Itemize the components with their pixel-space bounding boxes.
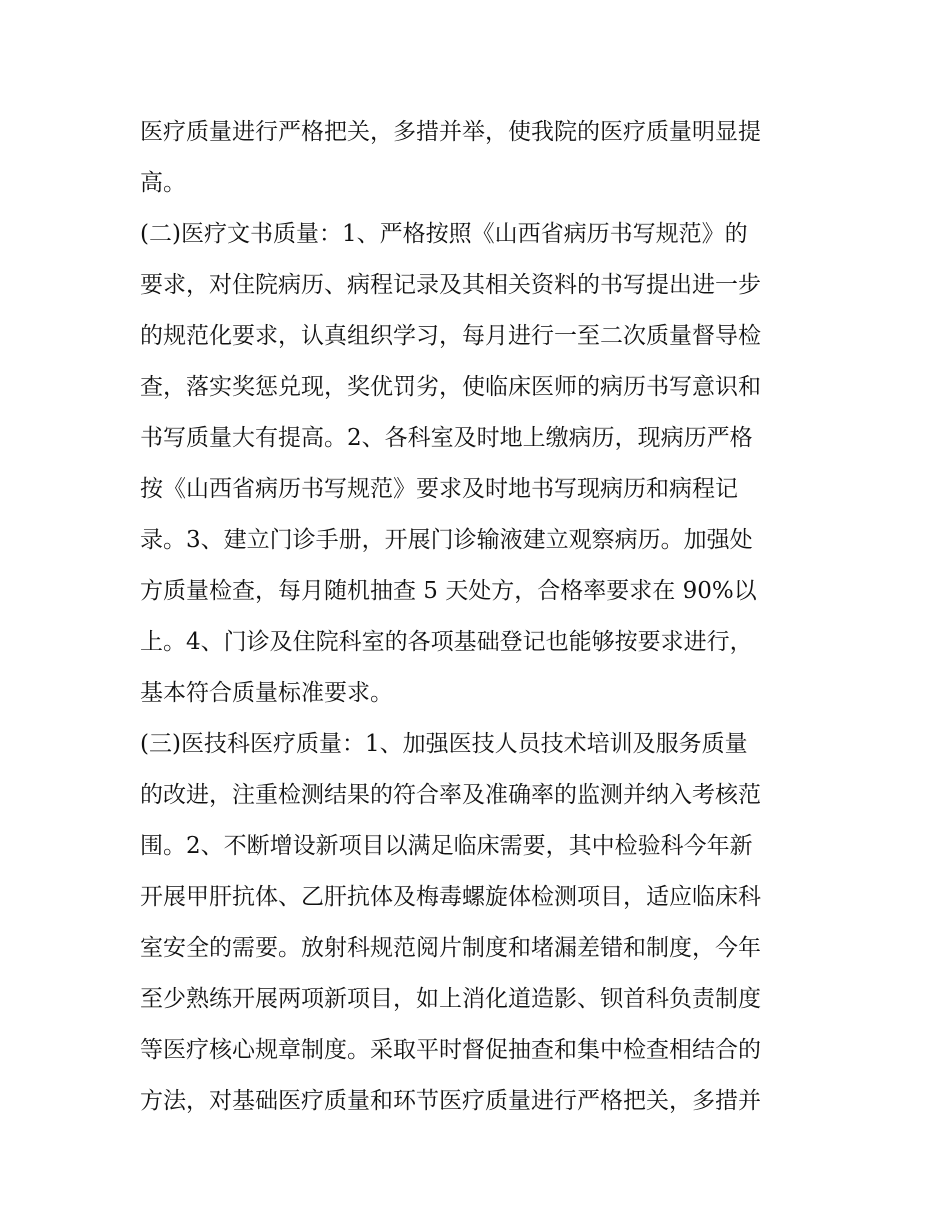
- text-line-5: 的规范化要求，认真组织学习，每月进行一至二次质量督导检: [140, 323, 761, 349]
- text-line-2: 高。: [140, 170, 186, 196]
- text-line-17: 室安全的需要。放射科规范阅片制度和堵漏差错和制度，今年: [140, 935, 761, 961]
- text-line-1: 医疗质量进行严格把关，多措并举，使我院的医疗质量明显提: [140, 119, 761, 145]
- text-line-15: 围。2、不断增设新项目以满足临床需要，其中检验科今年新: [140, 833, 753, 859]
- text-line-11: 上。4、门诊及住院科室的各项基础登记也能够按要求进行，: [140, 629, 753, 655]
- text-line-19: 等医疗核心规章制度。采取平时督促抽查和集中检查相结合的: [140, 1037, 761, 1063]
- text-line-16: 开展甲肝抗体、乙肝抗体及梅毒螺旋体检测项目，适应临床科: [140, 884, 761, 910]
- text-line-14: 的改进，注重检测结果的符合率及准确率的监测并纳入考核范: [140, 782, 761, 808]
- text-line-4: 要求，对住院病历、病程记录及其相关资料的书写提出进一步: [140, 272, 761, 298]
- text-line-6: 查，落实奖惩兑现，奖优罚劣，使临床医师的病历书写意识和: [140, 374, 761, 400]
- text-line-13: (三)医技科医疗质量：1、加强医技人员技术培训及服务质量: [140, 731, 748, 757]
- text-line-18: 至少熟练开展两项新项目，如上消化道造影、钡首科负责制度: [140, 986, 761, 1012]
- text-line-3: (二)医疗文书质量：1、严格按照《山西省病历书写规范》的: [140, 221, 748, 247]
- text-line-9: 录。3、建立门诊手册，开展门诊输液建立观察病历。加强处: [140, 527, 753, 553]
- document-page: [140, 107, 820, 1127]
- text-line-12: 基本符合质量标准要求。: [140, 680, 393, 706]
- text-line-7: 书写质量大有提高。2、各科室及时地上缴病历，现病历严格: [140, 425, 753, 451]
- text-line-8: 按《山西省病历书写规范》要求及时地书写现病历和病程记: [140, 476, 738, 502]
- text-line-20: 方法，对基础医疗质量和环节医疗质量进行严格把关，多措并: [140, 1088, 761, 1114]
- text-line-10: 方质量检查，每月随机抽查 5 天处方，合格率要求在 90%以: [140, 578, 757, 604]
